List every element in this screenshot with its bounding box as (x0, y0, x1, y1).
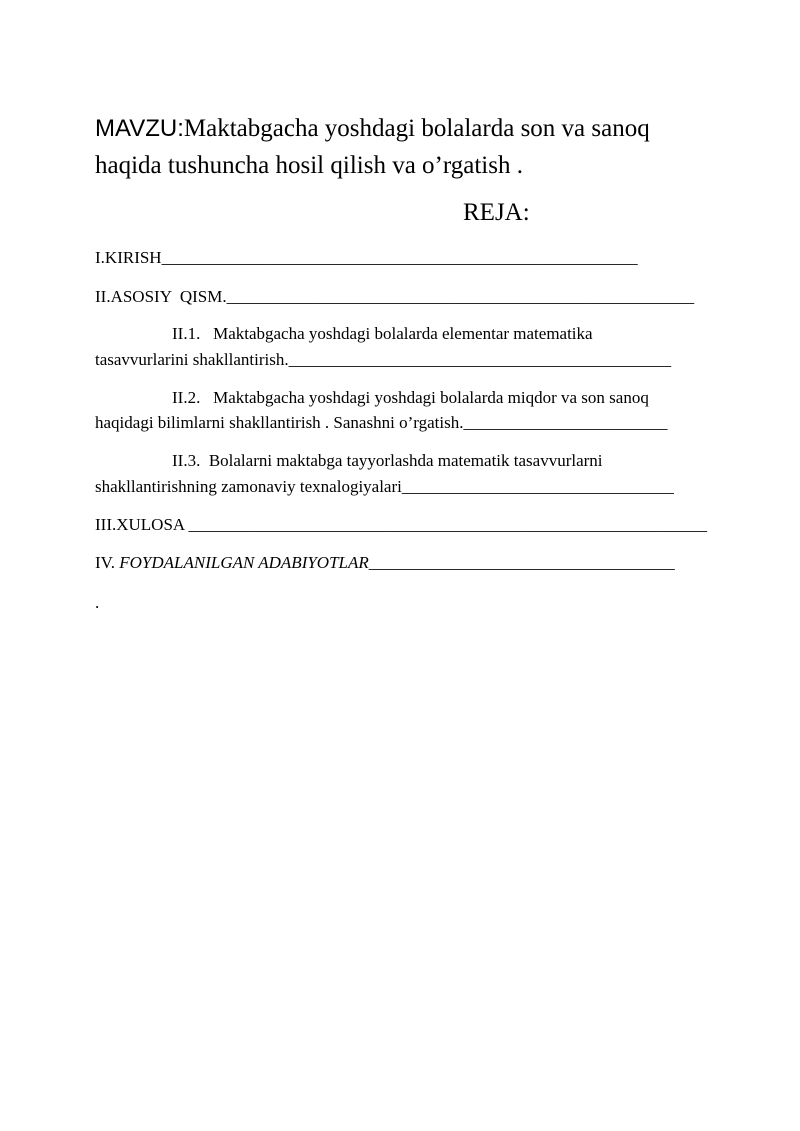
plan-item-ii2-line-1: II.2. Maktabgacha yoshdagi yoshdagi bolalarda miqdor va son sanoq (172, 388, 649, 407)
foyd-prefix: IV. (95, 553, 120, 572)
topic-title-line-2: haqida tushuncha hosil qilish va o’rgatish . (95, 152, 523, 179)
topic-title-line-1: Maktabgacha yoshdagi bolalarda son va sanoq (183, 115, 650, 142)
topic-title (95, 110, 735, 184)
foyd-label: FOYDALANILGAN ADABIYOTLAR (119, 553, 369, 572)
plan-item-asosiy-qism: II.ASOSIY QISM._______________________________________________________ (95, 287, 695, 306)
topic-prefix: MAVZU: (95, 115, 184, 142)
plan-item-kirish: I.KIRISH________________________________________________________ (95, 248, 638, 267)
plan-item-ii2-line-2: haqidagi bilimlarni shakllantirish . Sanashni o’rgatish.________________________ (95, 413, 668, 432)
plan-item-ii1-line-2: tasavvurlarini shakllantirish._____________________________________________ (95, 350, 672, 369)
plan-item-xulosa: III.XULOSA _____________________________________________________________ (95, 515, 707, 534)
end-mark: . (95, 593, 100, 612)
plan-item-ii3-line-1: II.3. Bolalarni maktabga tayyorlashda matematik tasavvurlarni (172, 451, 603, 470)
plan-item-foydalanilgan-adabiyotlar (95, 550, 735, 575)
foyd-blank: ____________________________________ (368, 553, 675, 572)
plan-heading: REJA: (463, 199, 530, 226)
plan-item-ii3-line-2: shakllantirishning zamonaviy texnalogiyalari________________________________ (95, 477, 674, 496)
plan-item-ii1-line-1: II.1. Maktabgacha yoshdagi bolalarda elementar matematika (172, 324, 593, 343)
